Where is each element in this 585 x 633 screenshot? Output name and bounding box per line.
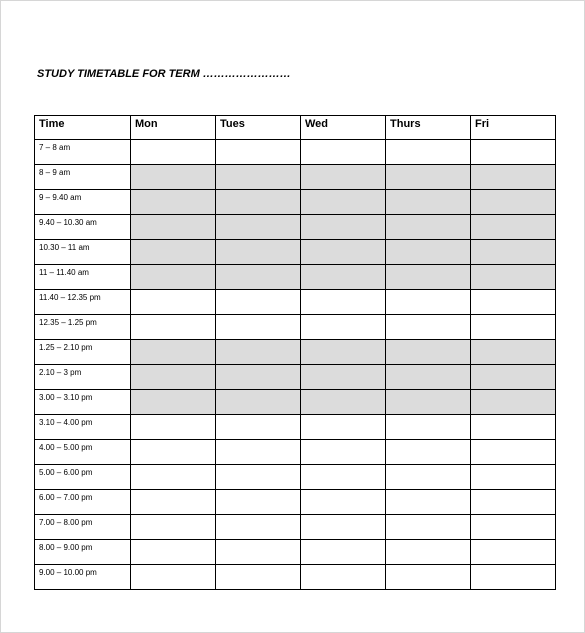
- cell-mon: [131, 490, 216, 515]
- header-tues: Tues: [216, 116, 301, 140]
- time-slot-label: 5.00 – 6.00 pm: [35, 465, 131, 490]
- cell-thurs: [386, 340, 471, 365]
- table-row: [35, 515, 556, 540]
- cell-thurs: [386, 440, 471, 465]
- table-row: [35, 415, 556, 440]
- time-slot-label: 9.00 – 10.00 pm: [35, 565, 131, 590]
- cell-wed: [301, 290, 386, 315]
- cell-wed: [301, 365, 386, 390]
- cell-wed: [301, 515, 386, 540]
- cell-wed: [301, 265, 386, 290]
- cell-tues: [216, 190, 301, 215]
- cell-thurs: [386, 540, 471, 565]
- cell-thurs: [386, 215, 471, 240]
- cell-mon: [131, 265, 216, 290]
- cell-wed: [301, 490, 386, 515]
- time-slot-label: 10.30 – 11 am: [35, 240, 131, 265]
- cell-mon: [131, 165, 216, 190]
- cell-mon: [131, 465, 216, 490]
- cell-fri: [471, 515, 556, 540]
- cell-tues: [216, 540, 301, 565]
- cell-mon: [131, 365, 216, 390]
- cell-tues: [216, 490, 301, 515]
- cell-thurs: [386, 390, 471, 415]
- cell-mon: [131, 415, 216, 440]
- cell-tues: [216, 165, 301, 190]
- cell-tues: [216, 315, 301, 340]
- cell-tues: [216, 365, 301, 390]
- cell-tues: [216, 140, 301, 165]
- table-row: [35, 440, 556, 465]
- cell-fri: [471, 290, 556, 315]
- time-slot-label: 12.35 – 1.25 pm: [35, 315, 131, 340]
- time-slot-label: 9 – 9.40 am: [35, 190, 131, 215]
- cell-mon: [131, 390, 216, 415]
- cell-tues: [216, 415, 301, 440]
- page-title: STUDY TIMETABLE FOR TERM ……………………: [37, 68, 291, 80]
- time-slot-label: 1.25 – 2.10 pm: [35, 340, 131, 365]
- cell-fri: [471, 565, 556, 590]
- cell-fri: [471, 415, 556, 440]
- cell-tues: [216, 515, 301, 540]
- cell-fri: [471, 190, 556, 215]
- time-slot-label: 3.00 – 3.10 pm: [35, 390, 131, 415]
- cell-thurs: [386, 290, 471, 315]
- cell-mon: [131, 215, 216, 240]
- cell-fri: [471, 340, 556, 365]
- cell-wed: [301, 540, 386, 565]
- cell-mon: [131, 565, 216, 590]
- cell-mon: [131, 540, 216, 565]
- cell-thurs: [386, 365, 471, 390]
- cell-mon: [131, 515, 216, 540]
- cell-tues: [216, 340, 301, 365]
- cell-mon: [131, 290, 216, 315]
- cell-thurs: [386, 465, 471, 490]
- cell-fri: [471, 240, 556, 265]
- cell-tues: [216, 215, 301, 240]
- cell-tues: [216, 465, 301, 490]
- cell-fri: [471, 215, 556, 240]
- cell-fri: [471, 440, 556, 465]
- table-row: [35, 215, 556, 240]
- time-slot-label: 2.10 – 3 pm: [35, 365, 131, 390]
- cell-tues: [216, 265, 301, 290]
- cell-wed: [301, 565, 386, 590]
- table-row: [35, 390, 556, 415]
- cell-wed: [301, 440, 386, 465]
- table-row: [35, 340, 556, 365]
- cell-thurs: [386, 315, 471, 340]
- cell-wed: [301, 190, 386, 215]
- cell-tues: [216, 240, 301, 265]
- cell-fri: [471, 365, 556, 390]
- cell-thurs: [386, 565, 471, 590]
- cell-wed: [301, 140, 386, 165]
- header-thurs: Thurs: [386, 116, 471, 140]
- header-time: Time: [35, 116, 131, 140]
- cell-thurs: [386, 490, 471, 515]
- cell-thurs: [386, 265, 471, 290]
- cell-mon: [131, 340, 216, 365]
- cell-wed: [301, 415, 386, 440]
- cell-wed: [301, 215, 386, 240]
- table-row: [35, 490, 556, 515]
- table-row: [35, 240, 556, 265]
- time-slot-label: 6.00 – 7.00 pm: [35, 490, 131, 515]
- cell-wed: [301, 465, 386, 490]
- time-slot-label: 11 – 11.40 am: [35, 265, 131, 290]
- table-row: [35, 565, 556, 590]
- cell-mon: [131, 140, 216, 165]
- cell-wed: [301, 165, 386, 190]
- header-row: [35, 116, 556, 140]
- header-fri: Fri: [471, 116, 556, 140]
- table-row: [35, 165, 556, 190]
- cell-tues: [216, 390, 301, 415]
- cell-wed: [301, 340, 386, 365]
- time-slot-label: 7.00 – 8.00 pm: [35, 515, 131, 540]
- cell-thurs: [386, 515, 471, 540]
- cell-fri: [471, 465, 556, 490]
- cell-fri: [471, 390, 556, 415]
- cell-mon: [131, 240, 216, 265]
- cell-mon: [131, 440, 216, 465]
- cell-thurs: [386, 240, 471, 265]
- time-slot-label: 8.00 – 9.00 pm: [35, 540, 131, 565]
- time-slot-label: 3.10 – 4.00 pm: [35, 415, 131, 440]
- timetable: [34, 115, 556, 590]
- cell-thurs: [386, 190, 471, 215]
- cell-tues: [216, 290, 301, 315]
- cell-thurs: [386, 415, 471, 440]
- cell-tues: [216, 565, 301, 590]
- time-slot-label: 4.00 – 5.00 pm: [35, 440, 131, 465]
- cell-mon: [131, 190, 216, 215]
- cell-fri: [471, 265, 556, 290]
- cell-wed: [301, 390, 386, 415]
- cell-thurs: [386, 165, 471, 190]
- cell-tues: [216, 440, 301, 465]
- time-slot-label: 9.40 – 10.30 am: [35, 215, 131, 240]
- cell-mon: [131, 315, 216, 340]
- time-slot-label: 7 – 8 am: [35, 140, 131, 165]
- cell-wed: [301, 240, 386, 265]
- time-slot-label: 8 – 9 am: [35, 165, 131, 190]
- table-row: [35, 140, 556, 165]
- cell-thurs: [386, 140, 471, 165]
- cell-fri: [471, 140, 556, 165]
- cell-fri: [471, 165, 556, 190]
- header-wed: Wed: [301, 116, 386, 140]
- table-row: [35, 540, 556, 565]
- cell-fri: [471, 540, 556, 565]
- cell-fri: [471, 490, 556, 515]
- table-row: [35, 265, 556, 290]
- table-row: [35, 290, 556, 315]
- table-row: [35, 315, 556, 340]
- table-row: [35, 365, 556, 390]
- time-slot-label: 11.40 – 12.35 pm: [35, 290, 131, 315]
- cell-wed: [301, 315, 386, 340]
- header-mon: Mon: [131, 116, 216, 140]
- cell-fri: [471, 315, 556, 340]
- table-row: [35, 465, 556, 490]
- table-row: [35, 190, 556, 215]
